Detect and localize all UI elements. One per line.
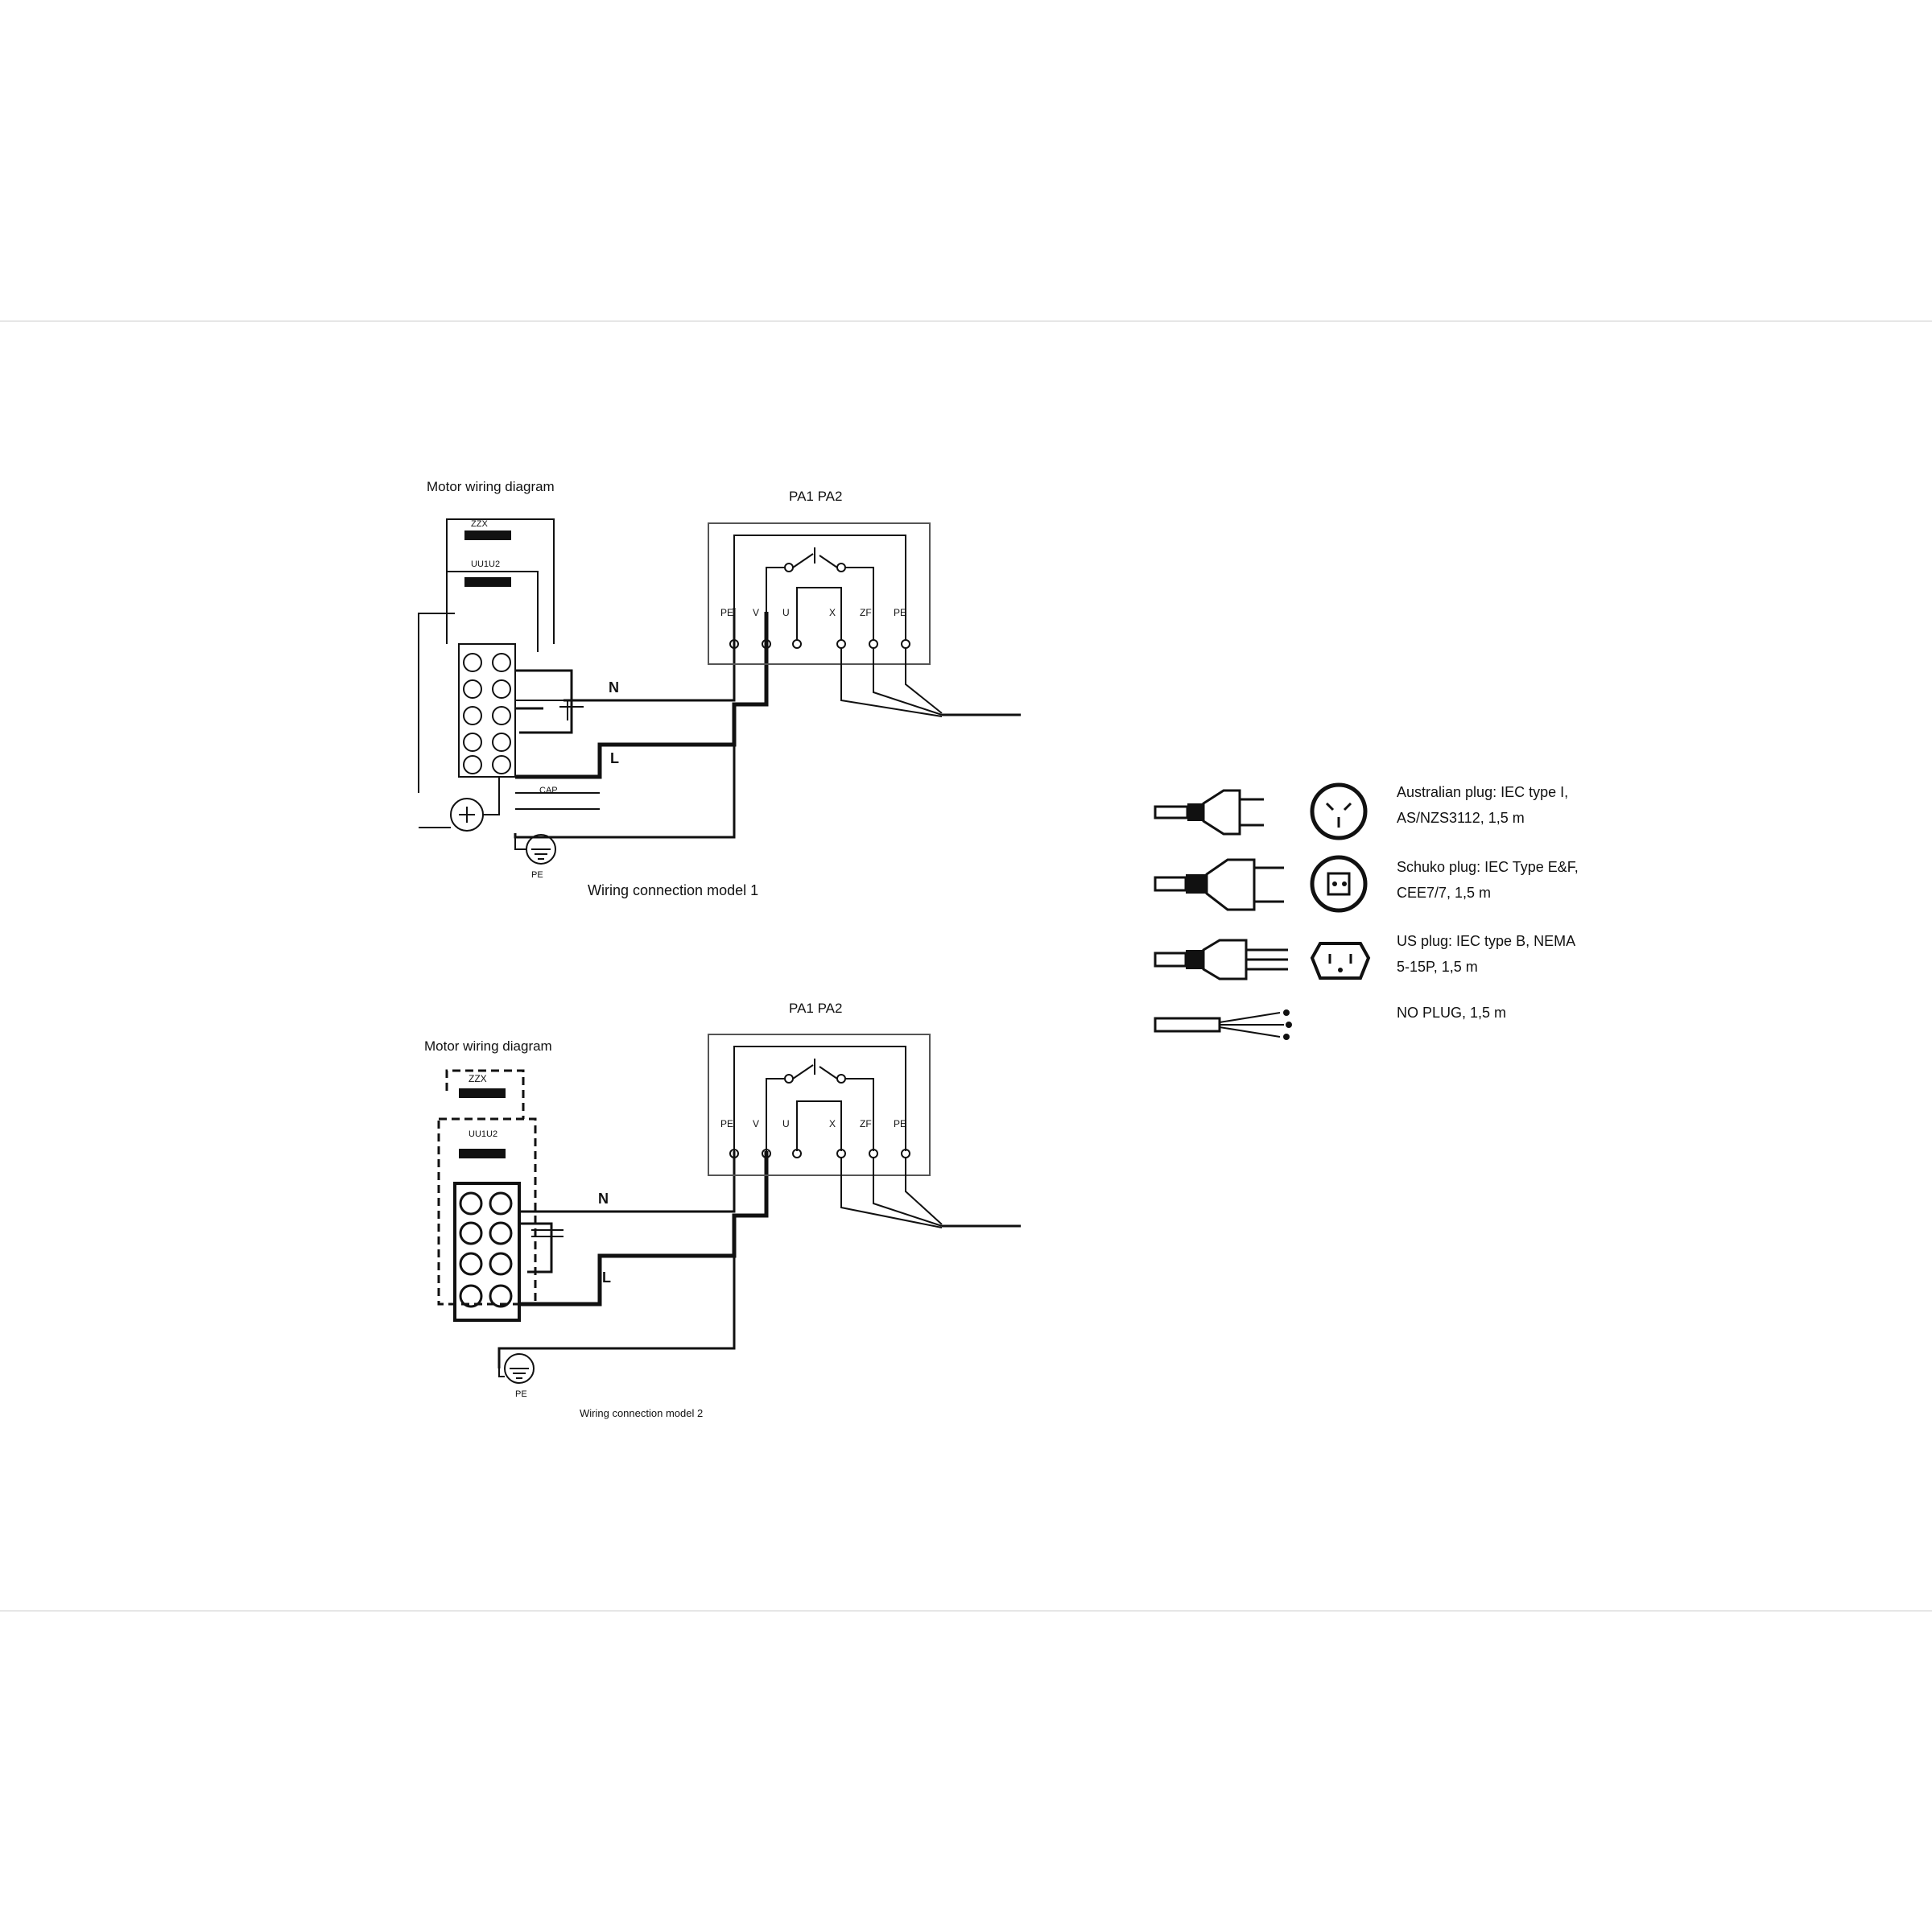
live-label-1: L (610, 750, 619, 766)
motor-terminal-block-1 (459, 644, 515, 777)
terminal-v-2: V (753, 1118, 760, 1129)
schuko-socket-icon (1312, 857, 1365, 910)
switch-title-2: PA1 PA2 (789, 1001, 843, 1016)
plug-label-schuko-line1: Schuko plug: IEC Type E&F, (1397, 859, 1579, 875)
australian-socket-icon (1312, 785, 1365, 838)
start-winding-2 (447, 1071, 523, 1119)
terminal-pe-2b: PE (894, 1118, 907, 1129)
us-socket-icon (1312, 943, 1368, 978)
plug-label-australian-line1: Australian plug: IEC type I, (1397, 784, 1569, 800)
terminal-zf-1: ZF (860, 607, 872, 618)
plug-label-us-line2: 5-15P, 1,5 m (1397, 959, 1478, 975)
terminal-pe-2a: PE (720, 1118, 734, 1129)
caption-model-1: Wiring connection model 1 (588, 882, 759, 898)
earth-label-2: PE (515, 1389, 527, 1399)
output-cable-2 (841, 1158, 1021, 1228)
terminal-u-1: U (782, 607, 790, 618)
earth-label-1: PE (531, 870, 543, 880)
cap-dimension-1 (515, 786, 600, 809)
bare-wire-icon (1155, 1009, 1292, 1040)
neutral-label-1: N (609, 679, 619, 696)
terminal-pe-1b: PE (894, 607, 907, 618)
us-plug-icon (1155, 940, 1288, 979)
switch-title-1: PA1 PA2 (789, 489, 843, 504)
motor-terminal-block-2 (455, 1183, 519, 1320)
neutral-label-2: N (598, 1191, 609, 1207)
plug-label-no-plug: NO PLUG, 1,5 m (1397, 1005, 1507, 1021)
terminal-u-2: U (782, 1118, 790, 1129)
plug-label-australian-line2: AS/NZS3112, 1,5 m (1397, 810, 1525, 826)
capacitor-label-1: CAP (539, 786, 558, 795)
start-winding-label-1: ZZX (471, 519, 488, 529)
terminal-zf-2: ZF (860, 1118, 872, 1129)
capacitor-2 (519, 1224, 564, 1272)
power-switch-box-2 (708, 1001, 930, 1175)
terminal-x-1: X (829, 607, 836, 618)
plug-label-schuko-line2: CEE7/7, 1,5 m (1397, 885, 1492, 901)
wiring-model-2 (424, 1001, 1021, 1419)
wiring-model-1 (419, 479, 1021, 898)
plug-option-us (1155, 933, 1575, 979)
main-winding-1 (447, 559, 538, 652)
terminal-v-1: V (753, 607, 760, 618)
output-cable-1 (841, 648, 1021, 716)
motor-wiring-title-2: Motor wiring diagram (424, 1038, 552, 1054)
start-winding-label-2: ZZX (469, 1073, 487, 1084)
australian-plug-icon (1155, 791, 1264, 834)
motor-thermal-protector-1 (451, 777, 499, 831)
plug-label-us-line1: US plug: IEC type B, NEMA (1397, 933, 1576, 949)
plug-options (1155, 784, 1579, 1040)
plug-option-no-plug (1155, 1005, 1506, 1040)
motor-wiring-title-1: Motor wiring diagram (427, 479, 555, 494)
earth-terminal-2 (499, 1256, 734, 1399)
caption-model-2: Wiring connection model 2 (580, 1407, 704, 1419)
schuko-plug-icon (1155, 860, 1284, 910)
power-switch-box-1 (708, 489, 930, 664)
switch-terminals-2 (720, 1118, 910, 1158)
switch-terminals-1 (720, 607, 910, 648)
terminal-x-2: X (829, 1118, 836, 1129)
main-winding-label-2: UU1U2 (469, 1129, 498, 1139)
capacitor-1 (515, 700, 724, 720)
live-label-2: L (602, 1269, 611, 1286)
terminal-pe-1a: PE (720, 607, 734, 618)
main-winding-label-1: UU1U2 (471, 559, 501, 569)
plug-option-schuko (1155, 857, 1579, 910)
plug-option-australian (1155, 784, 1568, 838)
